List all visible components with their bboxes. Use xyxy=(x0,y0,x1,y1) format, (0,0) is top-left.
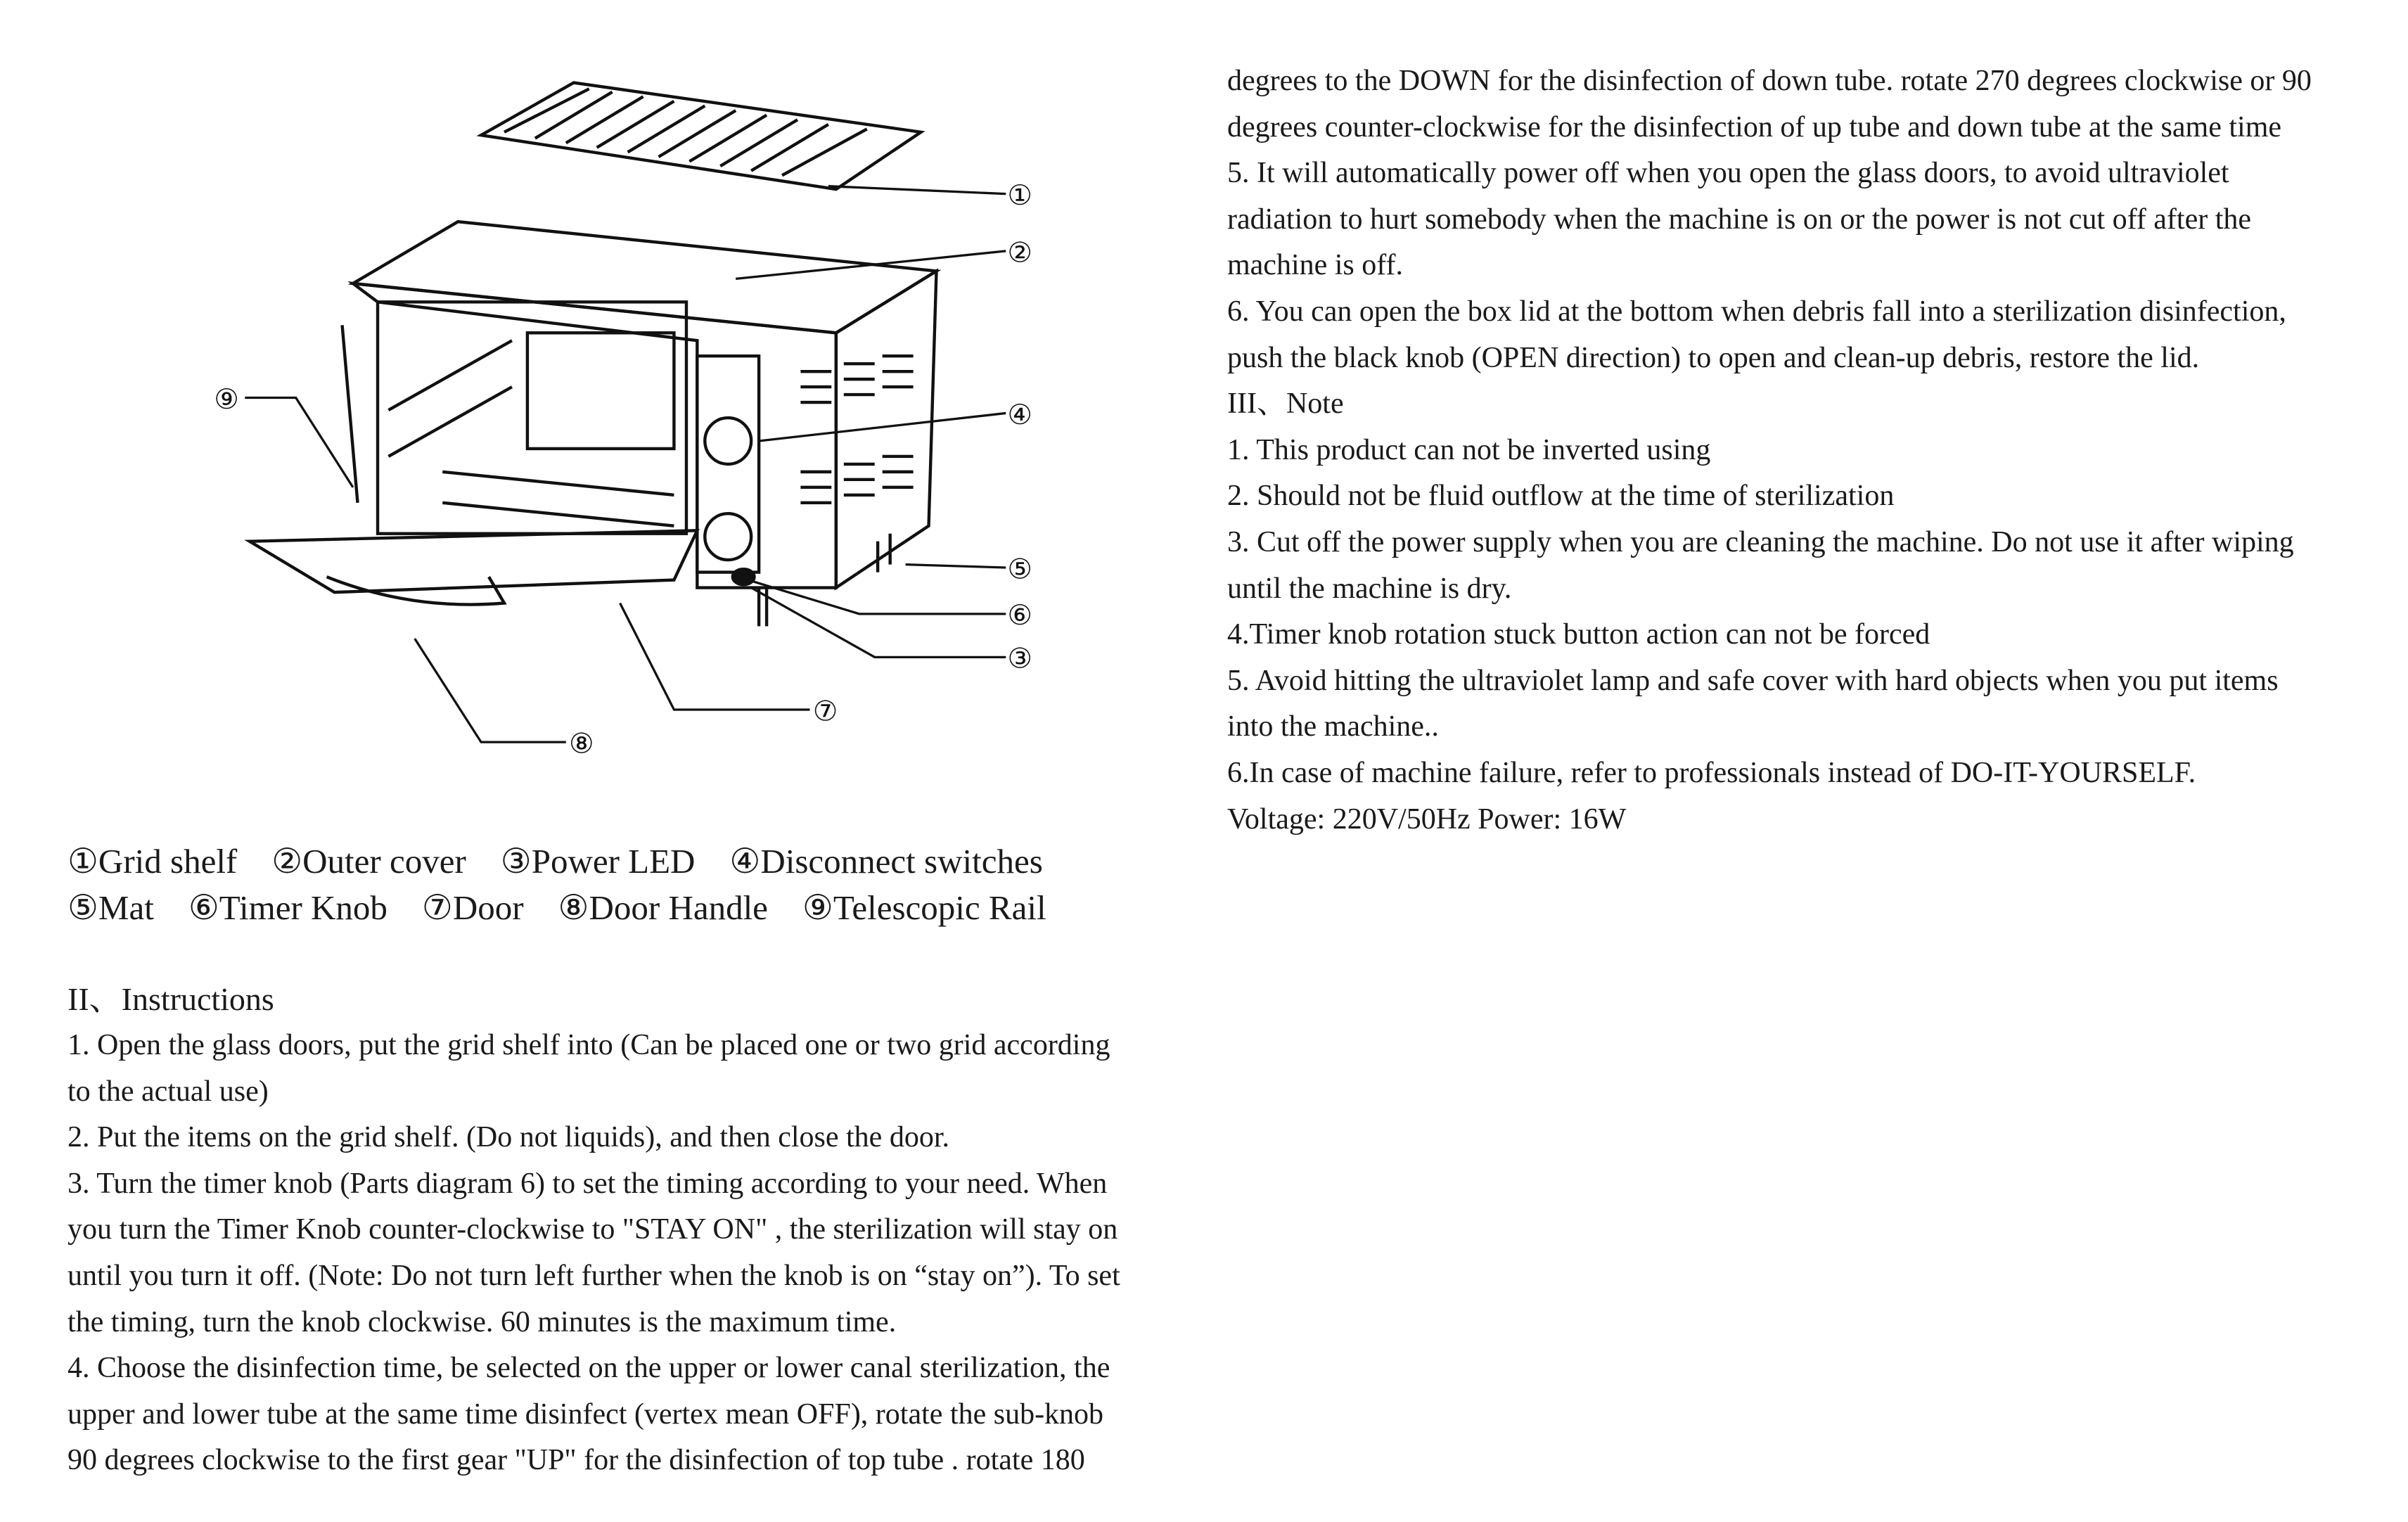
text-line: until you turn it off. (Note: Do not turn left further when the knob is on “stay on”). To set xyxy=(68,1260,1120,1292)
text-line: III、Note xyxy=(1227,388,1344,421)
text-line: upper and lower tube at the same time disinfect (vertex mean OFF), rotate the sub-knob xyxy=(68,1398,1104,1431)
text-line: you turn the Timer Knob counter-clockwise to "STAY ON" , the sterilization will stay on xyxy=(68,1213,1118,1246)
text-line: 6.In case of machine failure, refer to professionals instead of DO-IT-YOURSELF. xyxy=(1227,757,2196,789)
text-line: 4. Choose the disinfection time, be selected on the upper or lower canal sterilization, the xyxy=(68,1352,1110,1385)
text-line: into the machine.. xyxy=(1227,710,1439,743)
callout-7: ⑦ xyxy=(812,695,838,728)
text-line: degrees to the DOWN for the disinfection of down tube. rotate 270 degrees clockwise or 90 xyxy=(1227,65,2312,97)
text-line: 2. Put the items on the grid shelf. (Do not liquids), and then close the door. xyxy=(68,1121,949,1154)
instructions-heading: II、Instructions xyxy=(68,981,274,1017)
text-line: push the black knob (OPEN direction) to open and clean-up debris, restore the lid. xyxy=(1227,341,2200,374)
callout-numbers xyxy=(214,179,1032,760)
callout-8: ⑧ xyxy=(569,727,594,760)
callout-2: ② xyxy=(1007,236,1032,269)
grid-shelf-drawing xyxy=(481,83,921,190)
text-line: 6. You can open the box lid at the bottom when debris fall into a sterilization disinfection, xyxy=(1227,295,2286,328)
text-line: until the machine is dry. xyxy=(1227,572,1512,605)
oven-parts-diagram xyxy=(211,70,1083,781)
text-line: 5. Avoid hitting the ultraviolet lamp and safe cover with hard objects when you put items xyxy=(1227,664,2279,697)
door-drawing xyxy=(250,325,697,604)
parts-legend-row-1: ①Grid shelf ②Outer cover ③Power LED ④Disconnect switches xyxy=(68,842,1043,881)
text-line: 1. Open the glass doors, put the grid shelf into (Can be placed one or two grid according xyxy=(68,1029,1110,1061)
callout-6: ⑥ xyxy=(1007,599,1032,632)
text-line: 5. It will automatically power off when you open the glass doors, to avoid ultraviolet xyxy=(1227,157,2229,190)
text-line: to the actual use) xyxy=(68,1075,269,1108)
text-line: Voltage: 220V/50Hz Power: 16W xyxy=(1227,802,1627,836)
callout-5: ⑤ xyxy=(1007,553,1032,586)
callout-4: ④ xyxy=(1007,398,1032,431)
text-line: 90 degrees clockwise to the first gear "UP" for the disinfection of top tube . rotate 180 xyxy=(68,1444,1085,1477)
callout-1: ① xyxy=(1007,179,1032,212)
text-line: 3. Turn the timer knob (Parts diagram 6) to set the timing according to your need. When xyxy=(68,1167,1108,1200)
parts-legend-row-2: ⑤Mat ⑥Timer Knob ⑦Door ⑧Door Handle ⑨Telescopic Rail xyxy=(68,888,1046,927)
text-line: 2. Should not be fluid outflow at the time of sterilization xyxy=(1227,480,1895,513)
text-line: 3. Cut off the power supply when you are cleaning the machine. Do not use it after wiping xyxy=(1227,526,2294,558)
text-line: 1. This product can not be inverted using xyxy=(1227,433,1711,466)
oven-body-drawing xyxy=(353,222,937,626)
text-line: the timing, turn the knob clockwise. 60 minutes is the maximum time. xyxy=(68,1305,897,1338)
text-line: 4.Timer knob rotation stuck button action can not be forced xyxy=(1227,618,1930,651)
callout-9: ⑨ xyxy=(214,383,239,416)
text-line: radiation to hurt somebody when the machine is on or the power is not cut off after the xyxy=(1227,203,2252,236)
text-line: machine is off. xyxy=(1227,249,1403,282)
callout-leaders xyxy=(245,186,1006,742)
text-line: degrees counter-clockwise for the disinfection of up tube and down tube at the same time xyxy=(1227,110,2281,143)
callout-3: ③ xyxy=(1007,642,1032,675)
